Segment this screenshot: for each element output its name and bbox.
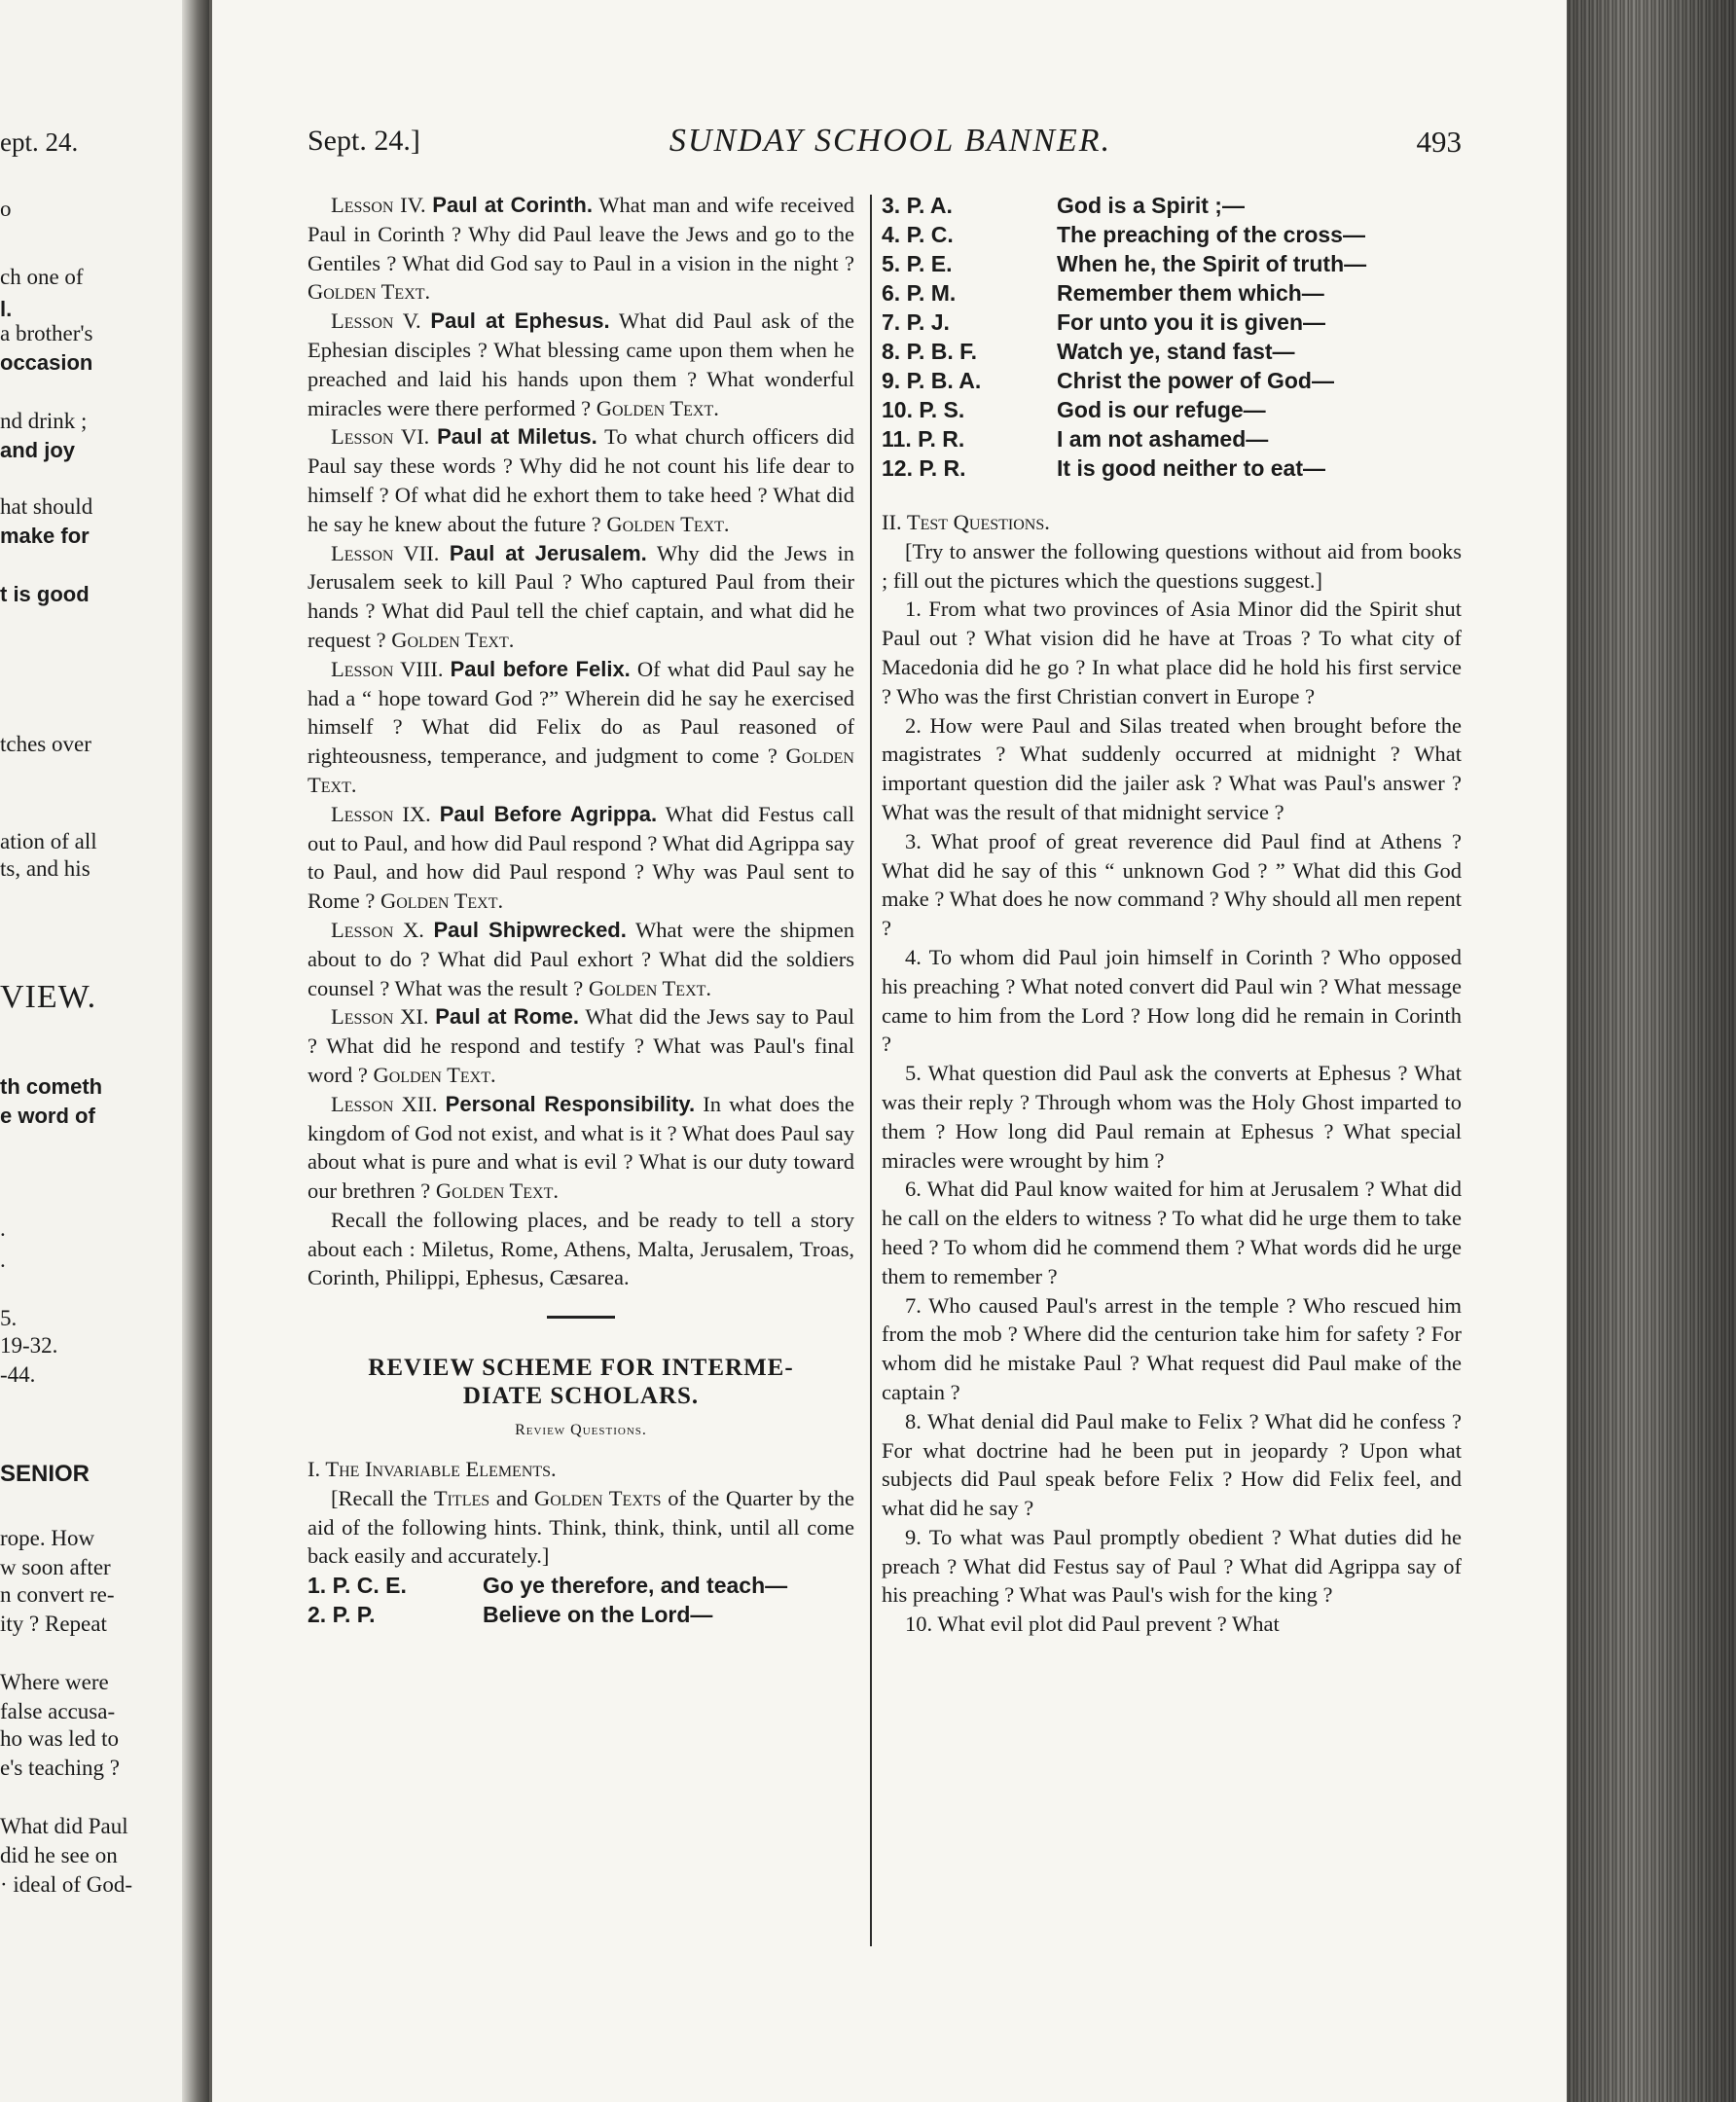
hint-text: God is a Spirit ;—	[1057, 193, 1245, 218]
left-fragment: nd drink ;	[0, 409, 88, 433]
hint-code: 12. P. R.	[882, 455, 966, 481]
test-question: 1. From what two provinces of Asia Minor did the Spirit shut Paul out ? What vision did he have at Troas ? To what city of Macedonia did he go ? In what place did he hold his first service ? Who was the first Christian convert in Europe ?	[882, 597, 1462, 708]
hint-row	[882, 366, 1462, 395]
lesson-questions: What did Festus call out to Paul, and how did Paul respond ? What did Agrippa say to Paul, and how did Paul respond ? Why was Paul sent to Rome ?	[307, 801, 855, 914]
lesson-number: Lesson IV.	[331, 193, 426, 217]
lesson-paragraph	[307, 539, 854, 655]
hint-text: When he, the Spirit of truth—	[1057, 251, 1367, 276]
lesson-paragraph	[307, 191, 854, 307]
right-column	[882, 191, 1462, 1639]
left-fragment: ity ? Repeat	[0, 1612, 107, 1636]
instr-text: and	[489, 1485, 535, 1510]
page-493	[212, 0, 1567, 2102]
lesson-list	[307, 191, 854, 1206]
left-fragment: th cometh	[0, 1074, 103, 1099]
left-fragment: hat should	[0, 494, 93, 519]
left-fragment: did he see on	[0, 1843, 118, 1867]
lesson-paragraph	[307, 307, 854, 422]
test-question: 9. To what was Paul promptly obedient ? What duties did he preach ? What did Festus say of Paul ? What did Agrippa say of his preaching ? What was Paul's wish for the king ?	[882, 1524, 1462, 1608]
left-fragment: w soon after	[0, 1555, 111, 1579]
test-question: 2. How were Paul and Silas treated when brought before the magistrates ? What suddenly occurred at midnight ? What important question did the jailer ask ? What was Paul's answer ? What was the result of that midnight service ?	[882, 712, 1462, 824]
lesson-paragraph	[307, 800, 854, 916]
lesson-title: Paul at Rome.	[435, 1004, 580, 1030]
test-question: 4. To whom did Paul join himself in Corinth ? Who opposed his preaching ? What noted convert did Paul win ? What message came to him from the Lord ? How long did he remain in Corinth ?	[882, 944, 1462, 1057]
left-fragment: occasion	[0, 350, 93, 375]
lesson-title: Paul before Felix.	[450, 656, 631, 681]
lesson-questions: To what church officers did Paul say these words ? Why did he not count his life dear to himself ? Of what did he exhort them to take heed ? What did he say he knew about the future ?	[307, 424, 855, 536]
left-fragment: SENIOR	[0, 1461, 90, 1487]
left-fragment: ch one of	[0, 265, 84, 289]
question-list	[882, 595, 1462, 1639]
lesson-title: Paul Before Agrippa.	[439, 801, 658, 826]
golden-text-ref: Golden Text.	[307, 279, 431, 305]
hint-row	[882, 220, 1462, 249]
lesson-title: Paul Shipwrecked.	[433, 917, 627, 942]
lesson-number: Lesson XII.	[331, 1091, 438, 1116]
hint-row	[882, 395, 1462, 424]
left-fragment: ept. 24.	[0, 127, 79, 157]
left-fragment: ation of all	[0, 829, 97, 853]
section-intro: [Try to answer the following questions without aid from books ; fill out the pictures which the questions suggest.]	[882, 538, 1462, 593]
lesson-number: Lesson VI.	[331, 424, 430, 450]
lesson-number: Lesson V.	[331, 308, 421, 334]
left-fragment: e's teaching ?	[0, 1756, 120, 1780]
hint-list	[882, 191, 1462, 483]
instr-text: [Recall the	[331, 1485, 434, 1510]
book-page-edges	[1567, 0, 1736, 2102]
hint-text: Go ye therefore, and teach—	[483, 1573, 788, 1599]
lesson-number: Lesson XI.	[331, 1004, 429, 1030]
hint-row	[882, 278, 1462, 308]
hint-row	[882, 249, 1462, 278]
header-date: Sept. 24.]	[307, 125, 420, 157]
hint-row	[307, 1600, 854, 1629]
left-fragment: 19-32.	[0, 1333, 58, 1358]
left-fragment: o	[0, 197, 12, 221]
left-fragment: Where were	[0, 1670, 109, 1694]
section-instructions	[307, 1484, 854, 1571]
left-column	[307, 191, 854, 1629]
lesson-questions: What did Paul ask of the Ephesian disciples ? What blessing came upon them when he preached and laid his hands upon them ? What wonderful miracles were there performed ?	[307, 308, 855, 420]
left-fragment: e word of	[0, 1104, 95, 1128]
lesson-title: Paul at Corinth.	[432, 193, 593, 217]
hint-row	[882, 337, 1462, 366]
left-fragment: false accusa-	[0, 1699, 116, 1723]
left-fragment: .	[0, 1216, 6, 1241]
left-fragment: .	[0, 1248, 6, 1272]
lesson-questions: What were the shipmen about to do ? What did Paul exhort ? What did the soldiers counsel ? What was the result ?	[307, 917, 854, 1000]
golden-text-ref: Golden Text.	[596, 395, 719, 420]
left-fragment: ho was led to	[0, 1726, 120, 1751]
section-heading: II. Test Questions.	[882, 510, 1050, 534]
hint-row	[307, 1571, 854, 1600]
golden-text-ref: Golden Text.	[588, 975, 712, 1000]
scheme-title-line: DIATE SCHOLARS.	[462, 1383, 700, 1410]
hint-text: The preaching of the cross—	[1057, 222, 1365, 247]
left-fragment: l.	[0, 297, 13, 321]
hint-code: 4. P. C.	[882, 222, 954, 247]
test-question: 8. What denial did Paul make to Felix ? What did he confess ? For what doctrine had he been put in jeopardy ? Upon what subjects did Paul speak before Felix ? How did Felix feel, and what did he say ?	[882, 1408, 1462, 1521]
hint-row	[882, 453, 1462, 483]
left-fragment: a brother's	[0, 321, 93, 345]
hint-text: For unto you it is given—	[1057, 309, 1325, 335]
left-fragment: make for	[0, 524, 90, 548]
hint-row	[882, 308, 1462, 337]
test-question: 5. What question did Paul ask the converts at Ephesus ? What was their reply ? Through whom was the Holy Ghost imparted to them ? How long did Paul remain at Ephesus ? What special miracles were wrought by him ?	[882, 1061, 1462, 1173]
left-fragment: rope. How	[0, 1526, 95, 1550]
left-fragment: t is good	[0, 582, 90, 606]
hint-code: 11. P. R.	[882, 426, 965, 452]
hint-text: I am not ashamed—	[1057, 426, 1269, 452]
lesson-questions: Of what did Paul say he had a “ hope toward God ?” Wherein did he say he exercised himself ? What did Felix do as Paul reasoned of righteousness, temperance, and judgment to come ?	[307, 656, 854, 769]
left-fragment: · ideal of God-	[0, 1872, 133, 1897]
lesson-number: Lesson VII.	[331, 540, 440, 565]
left-fragment: -44.	[0, 1362, 36, 1387]
hint-code: 1. P. C. E.	[307, 1573, 407, 1599]
lesson-questions: Why did the Jews in Jerusalem seek to kill Paul ? Who captured Paul from their hands ? What did Paul tell the chief captain, and what did he request ?	[307, 540, 854, 652]
instr-text: Golden Texts	[534, 1485, 662, 1510]
test-question: 10. What evil plot did Paul prevent ? What	[905, 1612, 1280, 1637]
hint-text: It is good neither to eat—	[1057, 455, 1326, 481]
column-divider	[870, 195, 872, 1946]
running-header	[307, 119, 1473, 167]
lesson-paragraph	[307, 916, 854, 1002]
scheme-title	[307, 1354, 854, 1410]
lesson-title: Paul at Ephesus.	[430, 308, 610, 334]
left-fragment: ts, and his	[0, 856, 90, 881]
lesson-paragraph	[307, 1002, 854, 1089]
lesson-questions: In what does the kingdom of God not exist, and what is it ? What does Paul say about what is pure and what is evil ? What is our duty toward our brethren ?	[307, 1091, 854, 1204]
section-rule	[547, 1316, 615, 1319]
hint-text: God is our refuge—	[1057, 397, 1266, 422]
hint-row	[882, 191, 1462, 220]
left-fragment: tches over	[0, 732, 91, 756]
previous-page-strip	[0, 0, 209, 2102]
lesson-number: Lesson VIII.	[331, 656, 444, 681]
lesson-paragraph	[307, 422, 854, 538]
section-heading: I. The Invariable Elements.	[307, 1457, 557, 1482]
hint-code: 2. P. P.	[307, 1602, 376, 1628]
instr-text: of the Quarter by the aid of the following hints. Think, think, think, until all come back easily and accurately.]	[307, 1485, 854, 1569]
left-fragment: VIEW.	[0, 979, 97, 1015]
book-gutter	[182, 0, 209, 2102]
hint-code: 10. P. S.	[882, 397, 965, 422]
hint-text: Believe on the Lord—	[483, 1602, 713, 1628]
lesson-title: Paul at Jerusalem.	[449, 540, 647, 565]
lesson-number: Lesson X.	[331, 917, 424, 942]
golden-text-ref: Golden Text.	[606, 511, 730, 536]
left-fragment: 5.	[0, 1306, 18, 1330]
lesson-questions: What man and wife received Paul in Corinth ? Why did Paul leave the Jews and go to the Gentiles ? What did God say to Paul in a vision in the night ?	[307, 193, 855, 275]
lesson-questions: What did the Jews say to Paul ? What did he respond and testify ? What was Paul's final word ?	[307, 1004, 855, 1087]
hint-code: 5. P. E.	[882, 251, 953, 276]
golden-text-ref: Golden Text.	[391, 627, 515, 652]
page-number: 493	[1416, 125, 1462, 159]
hint-row	[882, 424, 1462, 453]
lesson-title: Paul at Miletus.	[437, 424, 597, 450]
golden-text-ref: Golden Text.	[373, 1062, 496, 1087]
test-question: 3. What proof of great reverence did Paul find at Athens ? What did he say of this “ unknown God ? ” What did this God make ? What does he now command ? Why should all men repent ?	[882, 828, 1462, 941]
golden-text-ref: Golden Text.	[380, 888, 504, 914]
lesson-paragraph	[307, 1090, 854, 1206]
test-question: 7. Who caused Paul's arrest in the temple ? Who rescued him from the mob ? Where did the centurion take him for safety ? For whom did he mistake Paul ? What request did Paul make of the captain ?	[882, 1292, 1462, 1404]
hint-code: 9. P. B. A.	[882, 368, 982, 393]
scheme-subtitle: Review Questions.	[515, 1422, 647, 1439]
lesson-title: Personal Responsibility.	[445, 1091, 696, 1116]
left-fragment: and joy	[0, 438, 76, 462]
hint-text: Watch ye, stand fast—	[1057, 339, 1295, 364]
header-title: SUNDAY SCHOOL BANNER.	[669, 123, 1112, 159]
left-fragment: n convert re-	[0, 1582, 115, 1607]
left-fragment: What did Paul	[0, 1814, 128, 1838]
hint-code: 7. P. J.	[882, 309, 950, 335]
recall-paragraph: Recall the following places, and be ready to tell a story about each : Miletus, Rome, Athens, Malta, Jerusalem, Troas, Corinth, Philippi, Ephesus, Cæsarea.	[307, 1207, 854, 1290]
instr-text: Titles	[433, 1485, 490, 1510]
scheme-title-line: REVIEW SCHEME FOR INTERME-	[368, 1355, 794, 1382]
hint-code: 3. P. A.	[882, 193, 953, 218]
golden-text-ref: Golden Text.	[435, 1178, 559, 1204]
golden-text-ref: Golden Text.	[307, 743, 854, 797]
hint-text: Remember them which—	[1057, 280, 1324, 306]
hint-code: 6. P. M.	[882, 280, 957, 306]
test-question: 6. What did Paul know waited for him at Jerusalem ? What did he call on the elders to witness ? To what did he urge them to take heed ? To whom did he commend them ? What words did he urge them to remember ?	[882, 1177, 1462, 1288]
hint-text: Christ the power of God—	[1057, 368, 1334, 393]
lesson-number: Lesson IX.	[331, 801, 431, 826]
lesson-paragraph	[307, 655, 854, 800]
hint-code: 8. P. B. F.	[882, 339, 978, 364]
